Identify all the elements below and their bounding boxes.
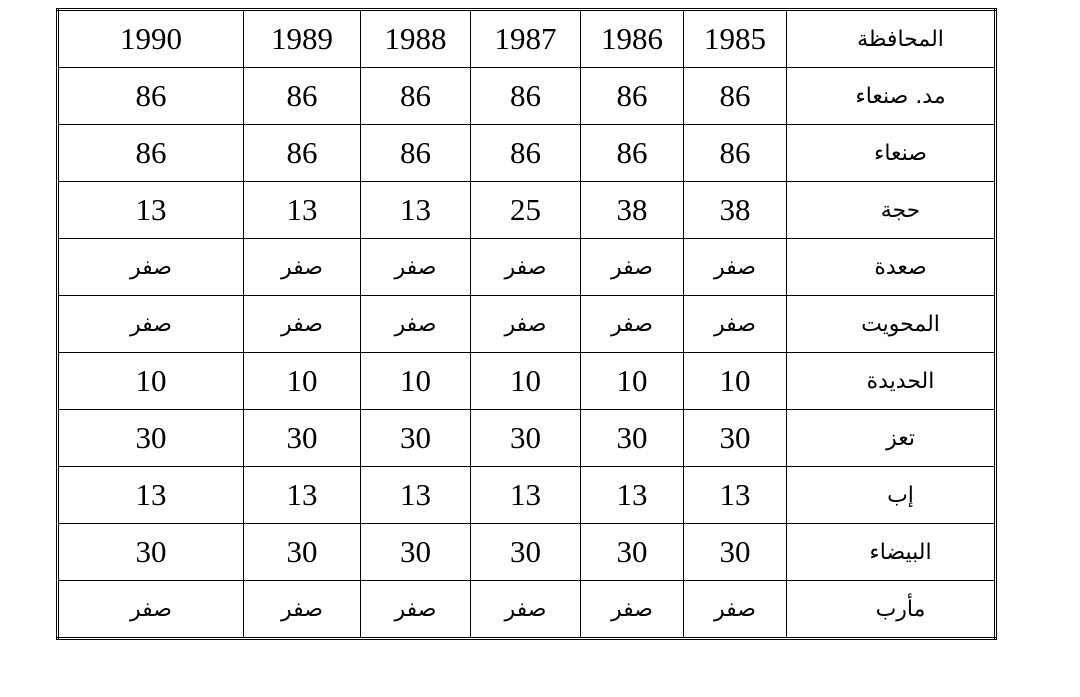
value-cell: 13 [361,182,471,239]
value-cell: 13 [581,467,684,524]
value-cell: 13 [684,467,787,524]
value-cell: 30 [244,524,361,581]
value-cell: 38 [684,182,787,239]
governorate-cell: صنعاء [787,125,996,182]
value-cell: 30 [684,410,787,467]
value-cell: 10 [244,353,361,410]
value-cell: 10 [581,353,684,410]
value-cell: 13 [244,182,361,239]
value-cell: صفر [684,239,787,296]
table-row [58,410,996,467]
value-cell: 30 [471,410,581,467]
value-cell: 38 [581,182,684,239]
table-row [58,524,996,581]
value-cell: 86 [361,68,471,125]
value-cell: 86 [244,125,361,182]
value-cell: صفر [471,581,581,639]
year-header: 1987 [471,10,581,68]
governorate-cell: حجة [787,182,996,239]
table-row [58,296,996,353]
value-cell: 13 [58,182,244,239]
governorate-header: المحافظة [787,10,996,68]
governorate-cell: المحويت [787,296,996,353]
year-header: 1986 [581,10,684,68]
table-header-row [58,10,996,68]
year-header: 1990 [58,10,244,68]
value-cell: صفر [58,296,244,353]
value-cell: صفر [244,239,361,296]
table-body [58,10,996,639]
value-cell: صفر [361,239,471,296]
value-cell: 13 [244,467,361,524]
year-header: 1988 [361,10,471,68]
data-table-container [56,8,994,636]
value-cell: صفر [471,239,581,296]
value-cell: 10 [361,353,471,410]
value-cell: 30 [361,410,471,467]
value-cell: 30 [58,410,244,467]
value-cell: صفر [684,296,787,353]
governorate-cell: إب [787,467,996,524]
value-cell: 86 [58,68,244,125]
table-row [58,581,996,639]
value-cell: 86 [581,68,684,125]
governorate-cell: صعدة [787,239,996,296]
value-cell: 25 [471,182,581,239]
value-cell: صفر [58,581,244,639]
value-cell: 30 [581,524,684,581]
value-cell: 86 [244,68,361,125]
value-cell: 30 [58,524,244,581]
value-cell: صفر [361,296,471,353]
value-cell: 10 [58,353,244,410]
governorate-cell: تعز [787,410,996,467]
value-cell: 30 [684,524,787,581]
governorate-year-table [56,8,997,640]
value-cell: 10 [471,353,581,410]
value-cell: 30 [244,410,361,467]
value-cell: صفر [581,581,684,639]
value-cell: 86 [684,125,787,182]
table-row [58,125,996,182]
value-cell: صفر [58,239,244,296]
governorate-cell: البيضاء [787,524,996,581]
year-header: 1989 [244,10,361,68]
governorate-cell: مد. صنعاء [787,68,996,125]
table-row [58,182,996,239]
value-cell: 86 [471,125,581,182]
value-cell: صفر [361,581,471,639]
governorate-cell: الحديدة [787,353,996,410]
year-header: 1985 [684,10,787,68]
value-cell: 86 [471,68,581,125]
value-cell: 86 [58,125,244,182]
value-cell: 30 [471,524,581,581]
value-cell: 86 [684,68,787,125]
value-cell: صفر [581,296,684,353]
value-cell: 13 [471,467,581,524]
value-cell: 86 [361,125,471,182]
table-row [58,467,996,524]
table-row [58,353,996,410]
table-row [58,239,996,296]
value-cell: 13 [58,467,244,524]
value-cell: صفر [684,581,787,639]
value-cell: صفر [581,239,684,296]
value-cell: 30 [581,410,684,467]
governorate-cell: مأرب [787,581,996,639]
value-cell: 86 [581,125,684,182]
table-row [58,68,996,125]
value-cell: صفر [471,296,581,353]
value-cell: صفر [244,296,361,353]
value-cell: 13 [361,467,471,524]
value-cell: 30 [361,524,471,581]
value-cell: 10 [684,353,787,410]
value-cell: صفر [244,581,361,639]
